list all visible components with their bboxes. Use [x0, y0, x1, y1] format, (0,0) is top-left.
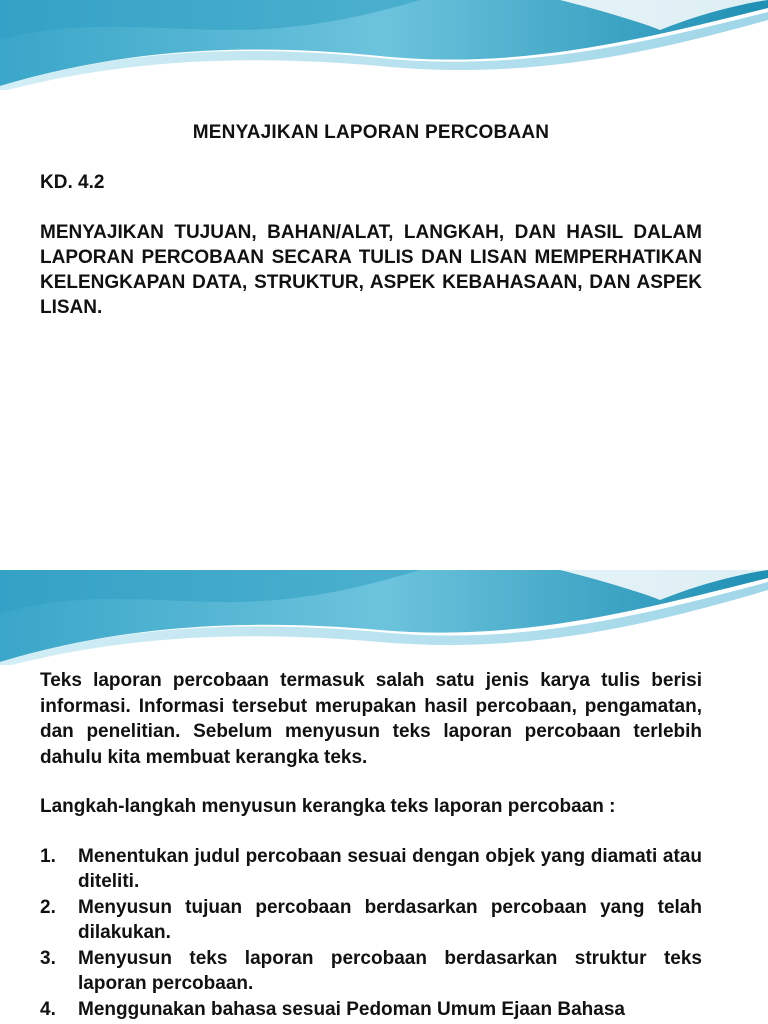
list-item-number: 4.: [40, 998, 56, 1020]
slide-2: [0, 570, 768, 1024]
kd-description: MENYAJIKAN TUJUAN, BAHAN/ALAT, LANGKAH, DAN HASIL DALAM LAPORAN PERCOBAAN SECARA TULIS DAN LISAN MEMPERHATIKAN KELENGKAPAN DATA, STRUKTUR, ASPEK KEBAHASAAN, DAN ASPEK LISAN.: [40, 222, 702, 318]
list-item-text: Menentukan judul percobaan sesuai dengan objek yang diamati atau diteliti.: [78, 845, 702, 892]
intro-paragraph: Teks laporan percobaan termasuk salah satu jenis karya tulis berisi informasi. Informasi tersebut merupakan hasil percobaan, pengamatan, dan penelitian. Sebelum menyusun teks laporan percobaan terlebih dahulu kita membuat kerangka teks.: [40, 670, 702, 768]
list-item-text: Menyusun teks laporan percobaan berdasarkan struktur teks laporan percobaan.: [78, 947, 702, 994]
list-item: [40, 844, 702, 895]
list-item: [40, 997, 702, 1023]
list-item-number: 1.: [40, 845, 56, 867]
list-item-text: Menggunakan bahasa sesuai Pedoman Umum Ejaan Bahasa: [78, 998, 625, 1020]
list-item: [40, 895, 702, 946]
steps-heading: Langkah-langkah menyusun kerangka teks laporan percobaan :: [40, 796, 616, 817]
slide-1-content: [40, 122, 702, 320]
list-item-text: Menyusun tujuan percobaan berdasarkan percobaan yang telah dilakukan.: [78, 896, 702, 943]
steps-list: [40, 844, 702, 1023]
header-wave-decoration: [0, 570, 768, 665]
header-wave-decoration: [0, 0, 768, 90]
slide-2-content: [40, 668, 702, 1022]
list-item-number: 2.: [40, 896, 56, 918]
kd-label: KD. 4.2: [40, 172, 105, 193]
list-item-number: 3.: [40, 947, 56, 969]
page-title: MENYAJIKAN LAPORAN PERCOBAAN: [192, 122, 550, 143]
list-item: [40, 946, 702, 997]
